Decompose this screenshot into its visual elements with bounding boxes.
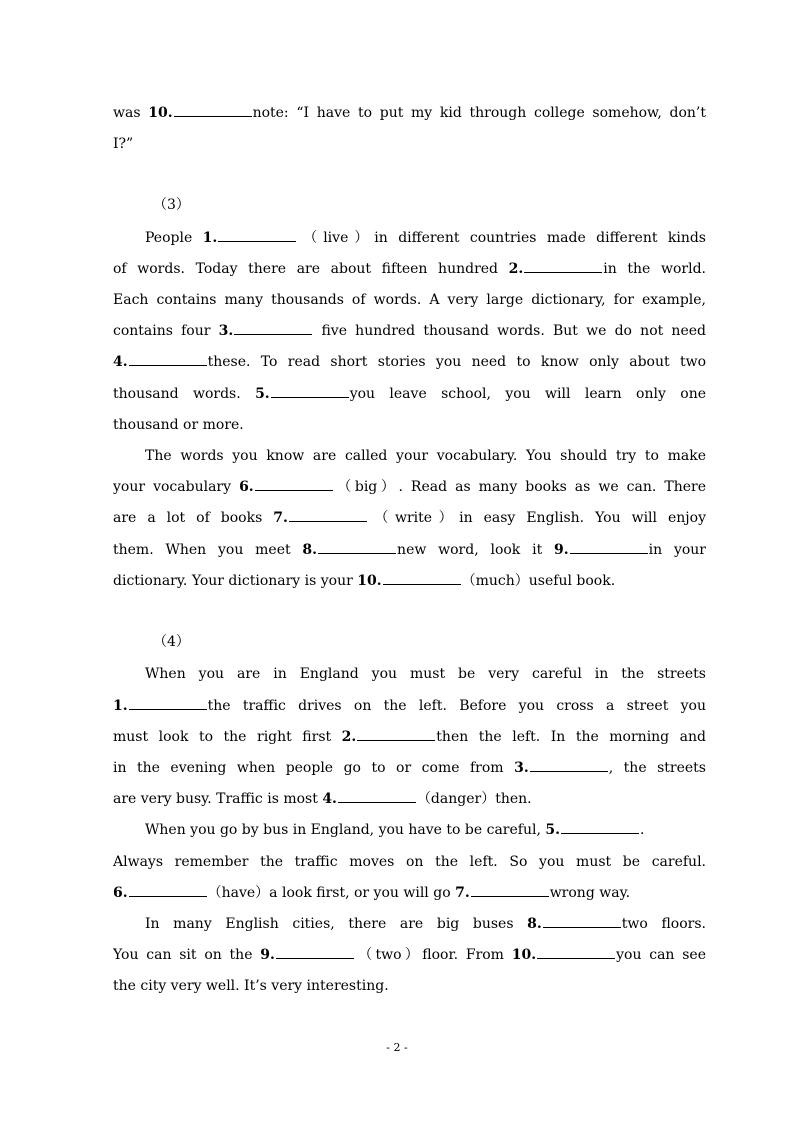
blank-number: 9.: [554, 542, 569, 558]
blank-number: 10.: [148, 105, 173, 121]
answer-blank[interactable]: [271, 384, 349, 398]
answer-blank[interactable]: [570, 540, 648, 554]
page-number: - 2 -: [386, 1041, 408, 1054]
text-line: 4. these. To read short stories you need to know only about two: [113, 354, 706, 370]
text-line: are very busy. Traffic is most 4. （danger）then.: [113, 791, 532, 807]
answer-blank[interactable]: [129, 696, 207, 710]
text-line: Each contains many thousands of words. A very large dictionary, for example,: [113, 292, 706, 308]
section-label: （3）: [153, 197, 190, 213]
answer-blank[interactable]: [276, 945, 354, 959]
answer-blank[interactable]: [561, 820, 639, 834]
blank-number: 2.: [508, 261, 524, 277]
blank-number: 7.: [455, 885, 470, 901]
blank-number: 6.: [113, 885, 128, 901]
text-line: thousand words. 5. you leave school, you will learn only one: [113, 386, 706, 402]
blank-number: 5.: [255, 386, 270, 402]
text-line: 1. the traffic drives on the left. Before you cross a street you: [113, 698, 706, 714]
answer-blank[interactable]: [338, 789, 416, 803]
blank-number: 1.: [202, 230, 218, 246]
answer-blank[interactable]: [129, 883, 207, 897]
section-label: （4）: [153, 634, 190, 650]
blank-number: 8.: [527, 916, 542, 932]
text-line: of words. Today there are about fifteen hundred 2. in the world.: [113, 261, 706, 277]
text-line: contains four 3. five hundred thousand words. But we do not need: [113, 323, 706, 339]
blank-number: 1.: [113, 698, 128, 714]
text-line: in the evening when people go to or come from 3. , the streets: [113, 760, 706, 776]
text-line: the city very well. It’s very interesting.: [113, 978, 389, 994]
text-line: your vocabulary 6. （big）. Read as many books as we can. There: [113, 479, 706, 495]
text-line: 6. （have）a look first, or you will go 7. wrong way.: [113, 885, 631, 901]
answer-blank[interactable]: [218, 228, 296, 242]
text-line: them. When you meet 8. new word, look it 9. in your: [113, 542, 706, 558]
text-line: The words you know are called your vocabulary. You should try to make: [145, 448, 706, 464]
text-line: When you go by bus in England, you have to be careful, 5. .: [145, 822, 645, 838]
text-line: dictionary. Your dictionary is your 10. （much）useful book.: [113, 573, 616, 589]
answer-blank[interactable]: [357, 727, 435, 741]
answer-blank[interactable]: [543, 914, 621, 928]
answer-blank[interactable]: [174, 103, 252, 117]
answer-blank[interactable]: [255, 477, 333, 491]
text-line: are a lot of books 7. （write）in easy English. You will enjoy: [113, 510, 706, 526]
answer-blank[interactable]: [524, 259, 602, 273]
answer-blank[interactable]: [318, 540, 396, 554]
blank-number: 4.: [322, 791, 337, 807]
answer-blank[interactable]: [383, 571, 461, 585]
text-line: thousand or more.: [113, 417, 244, 433]
blank-number: 9.: [260, 947, 275, 963]
blank-number: 4.: [113, 354, 128, 370]
text-line: Always remember the traffic moves on the left. So you must be careful.: [113, 854, 706, 870]
blank-number: 2.: [341, 729, 357, 745]
blank-number: 10.: [511, 947, 537, 963]
answer-blank[interactable]: [537, 945, 615, 959]
blank-number: 10.: [357, 573, 382, 589]
text-line: People 1. （live）in different countries made different kinds: [145, 230, 706, 246]
blank-number: 8.: [302, 542, 318, 558]
text-line: must look to the right first 2. then the left. In the morning and: [113, 729, 706, 745]
answer-blank[interactable]: [530, 758, 608, 772]
blank-number: 6.: [239, 479, 254, 495]
blank-number: 5.: [545, 822, 560, 838]
answer-blank[interactable]: [129, 352, 207, 366]
answer-blank[interactable]: [471, 883, 549, 897]
answer-blank[interactable]: [289, 508, 367, 522]
blank-number: 7.: [273, 510, 288, 526]
text-line: I?”: [113, 136, 134, 152]
blank-number: 3.: [514, 760, 529, 776]
text-line: In many English cities, there are big buses 8. two floors.: [145, 916, 706, 932]
text-line: You can sit on the 9. （two）floor. From 10. you can see: [113, 947, 706, 963]
blank-number: 3.: [218, 323, 234, 339]
answer-blank[interactable]: [234, 321, 312, 335]
text-line: was 10. note: “I have to put my kid through college somehow, don’t: [113, 105, 706, 121]
text-line: When you are in England you must be very careful in the streets: [145, 666, 706, 682]
